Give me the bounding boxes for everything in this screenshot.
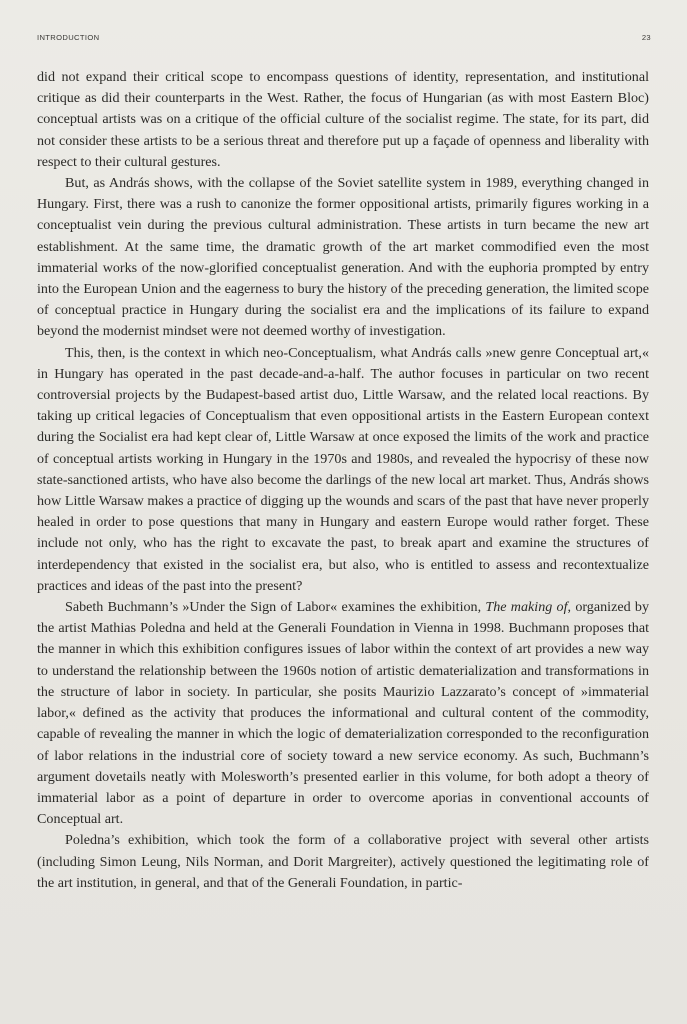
- body-text: [37, 67, 649, 894]
- paragraph-buchmann: [37, 597, 649, 830]
- page-number: 23: [641, 33, 651, 42]
- exhibition-title: The making of: [485, 599, 568, 616]
- paragraph-buchmann-before: Sabeth Buchmann’s »Under the Sign of Labor« examines the exhibition,: [65, 599, 486, 616]
- section-title: INTRODUCTION: [37, 33, 100, 42]
- paragraph-poledna: Poledna’s exhibition, which took the form of a collaborative project with several other artists (including Simon Leung, Nils Norman, and Dorit Margreiter), actively questioned the legitimating role of the art institution, in general, and that of the Generali Foundation, in partic-: [37, 832, 649, 891]
- paragraph-buchmann-after: , organized by the artist Mathias Poledna and held at the Generali Foundation in Vienna in 1998. Buchmann proposes that the manner in which this exhibition configures issues of labor within the context of art provides a new way to understand the relationship between the 1960s notion of artistic dematerialization and transformations in the structure of labor in society. In particular, she posits Maurizio Lazzarato’s concept of »immaterial labor,« defined as the activity that produces the informational and cultural content of the commodity, capable of revealing the manner in which the logic of dematerialization corresponded to the reconfiguration of labor relations in the industrial core of society toward a new service economy. As such, Buchmann’s argument dovetails neatly with Molesworth’s presented earlier in this volume, for both adopt a theory of immaterial labor as a point of departure in order to overcome aporias in conventional accounts of Conceptual art.: [37, 599, 649, 828]
- paragraph-continued: did not expand their critical scope to encompass questions of identity, representation, and institutional critique as did their counterparts in the West. Rather, the focus of Hungarian (as with most Eastern Bloc) conceptual artists was on a critique of the official culture of the socialist regime. The state, for its part, did not consider these artists to be a serious threat and therefore put up a façade of openness and liberality with respect to their cultural gestures.: [37, 69, 649, 170]
- running-head: [37, 33, 651, 45]
- paragraph-little-warsaw: This, then, is the context in which neo-Conceptualism, what András calls »new genre Conceptual art,« in Hungary has operated in the past decade-and-a-half. The author focuses in particular on two recent controversial projects by the Budapest-based artist duo, Little Warsaw, and the related local reactions. By taking up critical legacies of Conceptualism that even oppositional artists in the Eastern European context during the Socialist era had kept clear of, Little Warsaw at once exposed the limits of the work and practice of conceptual artists working in Hungary in the 1970s and 1980s, and revealed the hypocrisy of these now state-sanctioned artists, who have also become the darlings of the new local art market. Thus, András shows how Little Warsaw makes a practice of digging up the wounds and scars of the past that have never properly healed in order to pose questions that many in Hungary and eastern Europe would rather forget. These include not only, who has the right to excavate the past, to break apart and examine the structures of interdependency that existed in the socialist era, but also, who is entitled to assess and recontextualize practices and ideas of the past into the present?: [37, 344, 649, 594]
- paragraph-andras-1989: But, as András shows, with the collapse of the Soviet satellite system in 1989, everything changed in Hungary. First, there was a rush to canonize the former oppositional artists, primarily figures working in a conceptualist vein during the previous cultural administration. These artists in turn became the new art establishment. At the same time, the dramatic growth of the art market commodified even the most immaterial works of the now-glorified conceptualist generation. And with the euphoria prompted by entry into the European Union and the eagerness to bury the history of the preceding generation, the limited scope of conceptual practice in Hungary during the socialist era and the implications of its failure to expand beyond the modernist mindset were not deemed worthy of investigation.: [37, 175, 649, 340]
